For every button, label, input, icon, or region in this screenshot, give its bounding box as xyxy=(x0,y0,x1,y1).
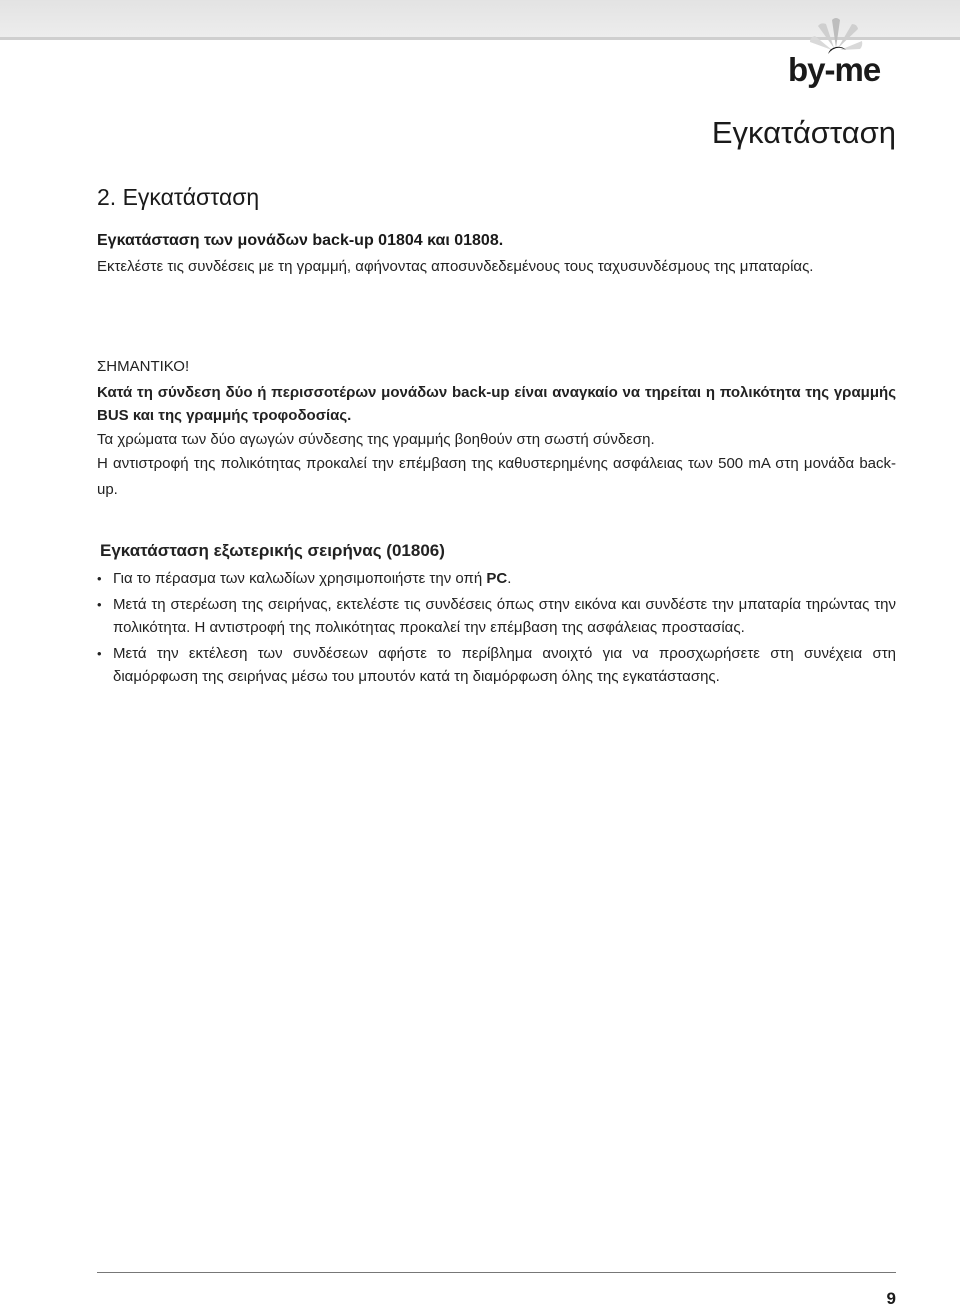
bullet-1-end: . xyxy=(507,570,512,587)
bullet-3-text: Μετά την εκτέλεση των συνδέσεων αφήστε το περίβλημα ανοιχτό για να προσχωρήσετε στη συνέχεια στη διαμόρφωση της σειρήνας μέσω του μπουτόν κατά τη διαμόρφωση όλης της εγκατάστασης. xyxy=(113,644,896,685)
important-label: ΣΗΜΑΝΤΙΚΟ! xyxy=(97,358,190,375)
list-item xyxy=(97,642,896,689)
backup-instruction: Εκτελέστε τις συνδέσεις με τη γραμμή, αφήνοντας αποσυνδεδεμένους τους ταχυσυνδέσμους της μπαταρίας. xyxy=(97,257,814,275)
chapter-heading: 2. Εγκατάσταση xyxy=(97,184,260,210)
list-item xyxy=(97,567,896,591)
important-note xyxy=(97,355,896,503)
bullet-1-bold: PC xyxy=(486,570,508,587)
bullet-1-text: Για το πέρασμα των καλωδίων χρησιμοποιήστε την οπή xyxy=(113,570,487,587)
running-section-title: Εγκατάσταση xyxy=(711,115,896,150)
important-colors-text: Τα χρώματα των δύο αγωγών σύνδεσης της γραμμής βοηθούν στη σωστή σύνδεση. xyxy=(97,430,655,448)
bullet-icon: • xyxy=(97,596,102,612)
bullet-icon: • xyxy=(97,571,102,586)
backup-section xyxy=(97,229,896,278)
backup-title: Εγκατάσταση των μονάδων back-up 01804 και 01808. xyxy=(97,232,504,249)
list-item xyxy=(97,593,896,640)
page-number: 9 xyxy=(886,1289,896,1308)
footer-divider xyxy=(97,1272,896,1273)
important-reversal-text: Η αντιστροφή της πολικότητας προκαλεί την επέμβαση της καθυστερημένης ασφάλειας των 500 mA στη μονάδα back-up. xyxy=(97,455,896,498)
logo-wordmark: by-me xyxy=(788,51,881,88)
bullet-icon: • xyxy=(97,645,102,661)
important-bold-text: Κατά τη σύνδεση δύο ή περισσοτέρων μονάδων back-up είναι αναγκαίο να τηρείται η πολικότητα της γραμμής BUS και της γραμμής τροφοδοσίας. xyxy=(97,383,896,424)
siren-bullet-list xyxy=(97,567,896,689)
siren-section xyxy=(97,537,896,691)
siren-title: Εγκατάσταση εξωτερικής σειρήνας (01806) xyxy=(100,541,445,560)
by-me-logo xyxy=(788,14,900,86)
bullet-2-text: Μετά τη στερέωση της σειρήνας, εκτελέστε τις συνδέσεις όπως στην εικόνα και συνδέστε την μπαταρία τηρώντας την πολικότητα. Η αντιστροφή της πολικότητας προκαλεί την επέμβαση της ασφάλειας προστασίας. xyxy=(113,595,896,636)
